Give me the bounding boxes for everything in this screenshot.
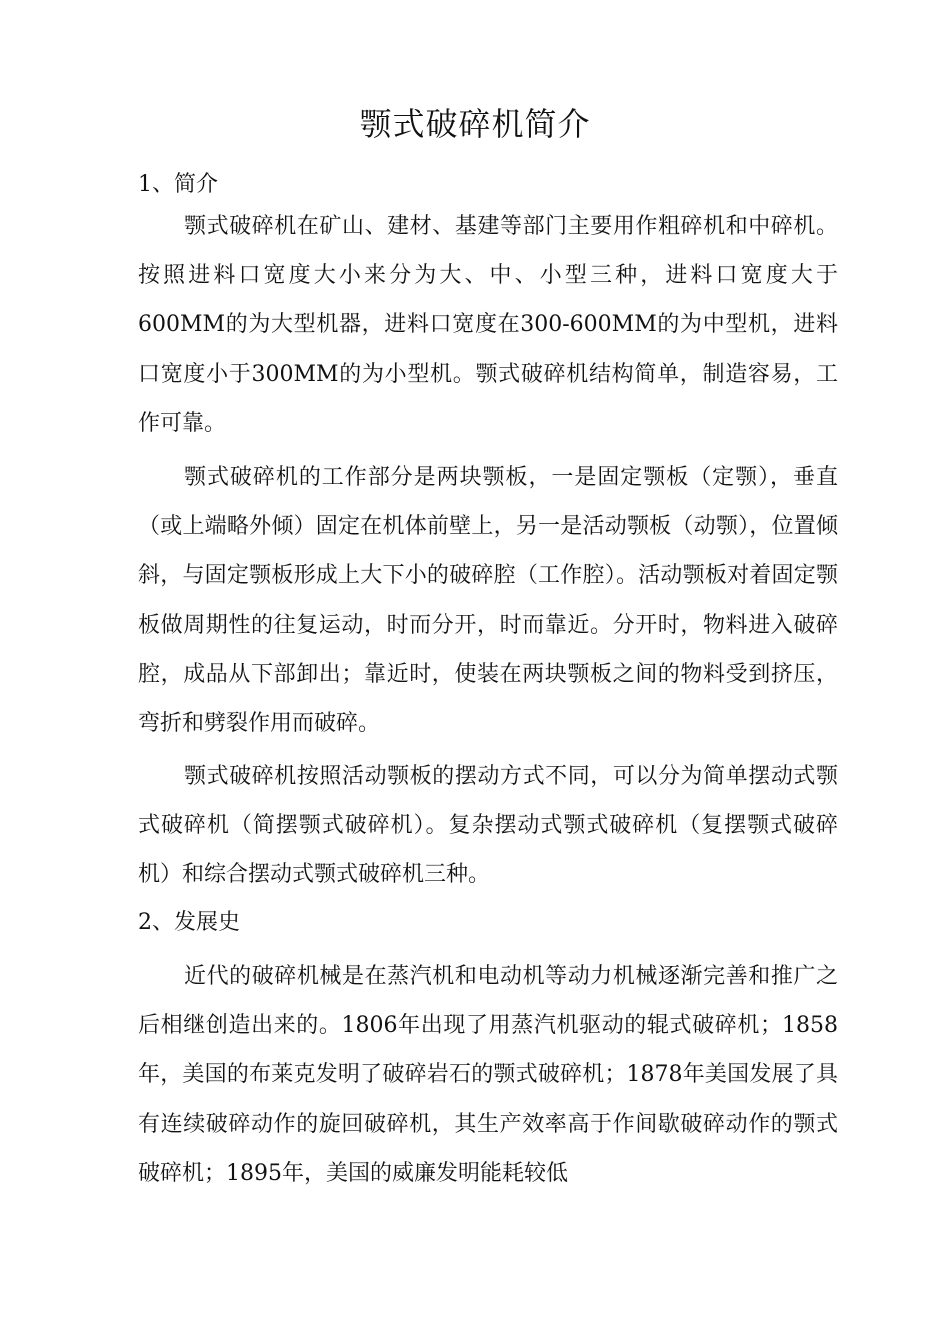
document-title: 颚式破碎机简介 — [359, 105, 591, 143]
paragraph: 颚式破碎机在矿山、建材、基建等部门主要用作粗碎机和中碎机。按照进料口宽度大小来分为大、中、小型三种，进料口宽度大于600MM的为大型机器，进料口宽度在300-600MM的为中型机，进料口宽度小于300MM的为小型机。颚式破碎机结构简单，制造容易，工作可靠。 — [138, 214, 838, 436]
section-heading-intro: 1、简介 — [138, 172, 218, 197]
paragraph: 颚式破碎机按照活动颚板的摆动方式不同，可以分为简单摆动式颚式破碎机（简摆颚式破碎机）。复杂摆动式颚式破碎机（复摆颚式破碎机）和综合摆动式颚式破碎机三种。 — [138, 764, 838, 888]
paragraph: 近代的破碎机械是在蒸汽机和电动机等动力机械逐渐完善和推广之后相继创造出来的。1806年出现了用蒸汽机驱动的辊式破碎机；1858年，美国的布莱克发明了破碎岩石的颚式破碎机；1878年美国发展了具有连续破碎动作的旋回破碎机，其生产效率高于作间歇破碎动作的颚式破碎机；1895年，美国的威廉发明能耗较低 — [138, 964, 838, 1186]
section-heading-history: 2、发展史 — [138, 910, 240, 935]
paragraph: 颚式破碎机的工作部分是两块颚板，一是固定颚板（定颚），垂直（或上端略外倾）固定在机体前壁上，另一是活动颚板（动颚），位置倾斜，与固定颚板形成上大下小的破碎腔（工作腔）。活动颚板对着固定颚板做周期性的往复运动，时而分开，时而靠近。分开时，物料进入破碎腔，成品从下部卸出；靠近时，使装在两块颚板之间的物料受到挤压，弯折和劈裂作用而破碎。 — [138, 465, 838, 737]
